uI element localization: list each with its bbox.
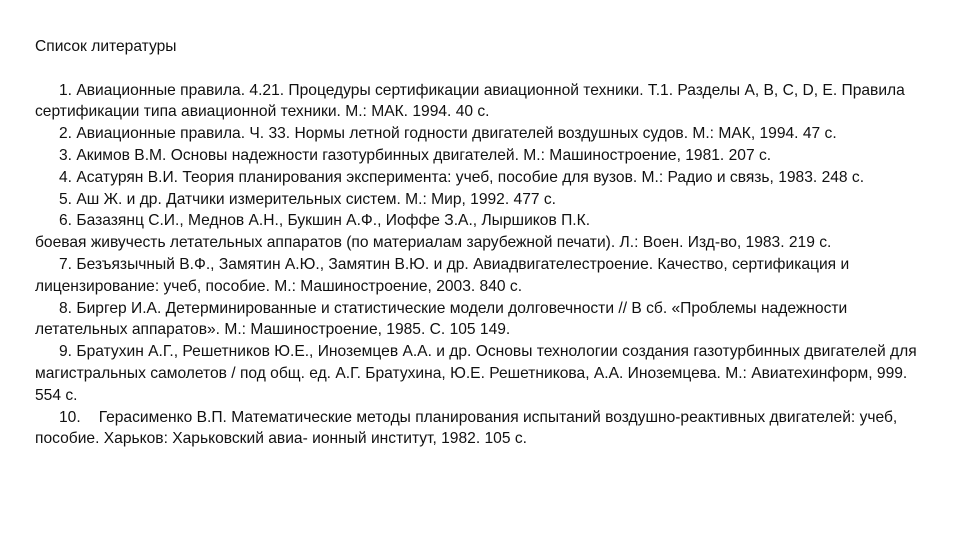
reference-item-3 <box>35 145 935 167</box>
reference-item-9 <box>35 341 935 406</box>
reference-item-1 <box>35 80 935 124</box>
reference-text: Биргер И.А. Детерминированные и статистические модели долговечности // В сб. «Проблемы надежности летательных аппаратов». М.: Машиностроение, 1985. С. 105 149. <box>35 299 848 339</box>
reference-number: 4. <box>59 168 73 186</box>
reference-number: 1. <box>59 81 73 99</box>
reference-item-2 <box>35 123 935 145</box>
reference-item-8 <box>35 298 935 342</box>
reference-item-5 <box>35 189 935 211</box>
reference-text: Безъязычный В.Ф., Замятин А.Ю., Замятин В.Ю. и др. Авиадвигателестроение. Качество, сертификация и лицензирование: учеб, пособие. М.: Машиностроение, 2003. 840 с. <box>35 255 850 295</box>
reference-number: 10. <box>59 408 81 426</box>
reference-item-10 <box>35 407 935 451</box>
reference-number: 7. <box>59 255 73 273</box>
reference-text: Братухин А.Г., Решетников Ю.Е., Иноземцев А.А. и др. Основы технологии создания газотурбинных двигателей для магистральных самолетов / под общ. ед. А.Г. Братухина, Ю.Е. Решетникова, А.А. Иноземцева. М.: Авиатехинформ, 999. 554 с. <box>35 343 917 404</box>
reference-text: Авиационные правила. Ч. 33. Нормы летной годности двигателей воздушных судов. М.: МАК, 1994. 47 с. <box>76 125 837 143</box>
reference-list <box>35 80 935 451</box>
page-title: Список литературы <box>35 38 177 55</box>
reference-number: 9. <box>59 343 73 361</box>
reference-text: Асатурян В.И. Теория планирования эксперимента: учеб, пособие для вузов. М.: Радио и связь, 1983. 248 с. <box>76 168 865 186</box>
document-page <box>35 36 935 450</box>
reference-number: 3. <box>59 146 73 164</box>
reference-number: 5. <box>59 190 73 208</box>
reference-text: Базазянц С.И., Меднов А.Н., Букшин А.Ф., Иоффе З.А., Лыршиков П.К. <box>76 212 591 230</box>
reference-item-6 <box>35 210 935 232</box>
reference-text: Аш Ж. и др. Датчики измерительных систем. М.: Мир, 1992. 477 с. <box>76 190 556 208</box>
reference-text: Герасименко В.П. Математические методы планирования испытаний воздушно-реактивных двигателей: учеб, пособие. Харьков: Харьковский авиа- ионный институт, 1982. 105 с. <box>35 408 898 448</box>
reference-item-6-continuation: боевая живучесть летательных аппаратов (по материалам зарубежной печати). Л.: Воен. Изд-во, 1983. 219 с. <box>35 234 832 252</box>
reference-item-4 <box>35 167 935 189</box>
reference-text: Авиационные правила. 4.21. Процедуры сертификации авиационной техники. Т.1. Разделы А, В, С, D, Е. Правила сертификации типа авиационной техники. М.: МАК. 1994. 40 с. <box>35 81 905 121</box>
reference-number: 8. <box>59 299 73 317</box>
reference-number: 6. <box>59 212 73 230</box>
reference-item-7 <box>35 254 935 298</box>
reference-number: 2. <box>59 125 73 143</box>
reference-text: Акимов В.М. Основы надежности газотурбинных двигателей. М.: Машиностроение, 1981. 207 с. <box>76 146 772 164</box>
